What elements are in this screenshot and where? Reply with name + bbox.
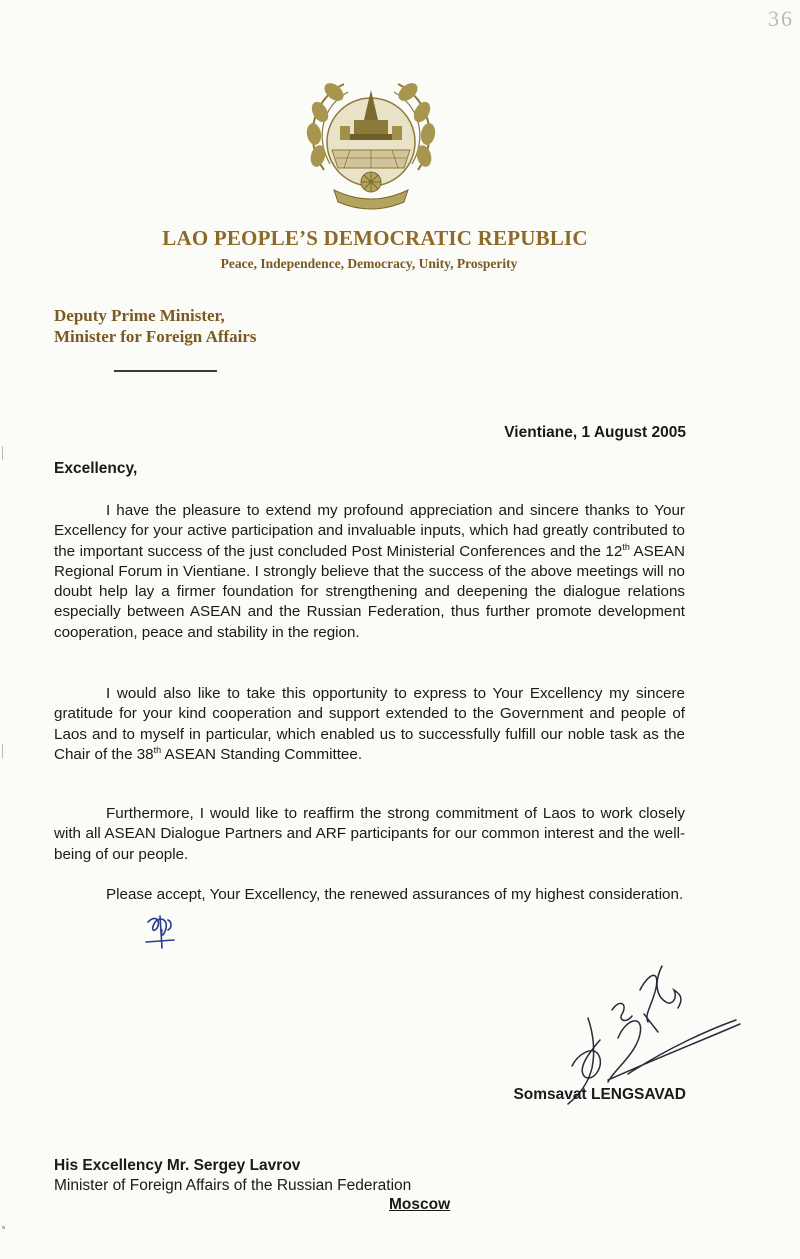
letterhead-divider xyxy=(114,370,217,372)
paragraph-1-text-b: ASEAN Regional Forum in Vientiane. I strongly believe that the success of the above meetings will no doubt help lay a firmer foundation for strengthening and deepening the dialogue relations especially between ASEAN and the Russian Federation, thus further promote development cooperation, peace and stability in the region. xyxy=(54,542,685,641)
handwritten-initial-mark xyxy=(140,910,180,952)
paragraph-2 xyxy=(54,684,685,765)
office-title-line-2: Minister for Foreign Affairs xyxy=(54,327,257,346)
paragraph-3-text: Furthermore, I would like to reaffirm the strong commitment of Laos to work closely with all ASEAN Dialogue Partners and ARF participants for our common interest and the well-being of our people. xyxy=(54,805,685,863)
paragraph-1 xyxy=(54,501,685,643)
paragraph-2-text-a: I would also like to take this opportunity to express to Your Excellency my sincere gratitude for your kind cooperation and support extended to the Government and people of Laos and to myself in particular, which enabled us to successfully fulfill our noble task as the Chair of the 38 xyxy=(54,685,685,763)
salutation: Excellency, xyxy=(54,460,138,477)
page-number: 36 xyxy=(768,6,794,31)
office-title-line-1: Deputy Prime Minister, xyxy=(54,306,225,325)
scan-edge-mark xyxy=(2,1226,5,1229)
sender-office xyxy=(54,305,257,347)
scan-edge-mark xyxy=(2,446,3,460)
recipient-name: His Excellency Mr. Sergey Lavrov xyxy=(54,1157,301,1174)
closing-paragraph xyxy=(54,885,685,905)
paragraph-1-text-a: I have the pleasure to extend my profound appreciation and sincere thanks to Your Excellency for your active participation and invaluable inputs, which had greatly contributed to the important success of the just concluded Post Ministerial Conferences and the 12 xyxy=(54,502,685,560)
ordinal-suffix: th xyxy=(153,744,162,755)
recipient-block xyxy=(54,1156,411,1196)
paragraph-2-text-b: ASEAN Standing Committee. xyxy=(161,745,363,763)
signatory-name: Somsavat LENGSAVAD xyxy=(513,1086,686,1103)
state-motto: Peace, Independence, Democracy, Unity, Prosperity xyxy=(220,256,518,271)
scan-edge-mark xyxy=(2,744,3,758)
recipient-city: Moscow xyxy=(389,1196,451,1213)
paragraph-3 xyxy=(54,804,685,865)
state-name: LAO PEOPLE’S DEMOCRATIC REPUBLIC xyxy=(162,226,588,250)
place-and-date: Vientiane, 1 August 2005 xyxy=(504,424,686,441)
closing-paragraph-text: Please accept, Your Excellency, the renewed assurances of my highest consideration. xyxy=(106,886,684,903)
lao-national-emblem xyxy=(300,72,442,214)
recipient-title: Minister of Foreign Affairs of the Russian Federation xyxy=(54,1177,412,1194)
ordinal-suffix: th xyxy=(622,541,630,552)
